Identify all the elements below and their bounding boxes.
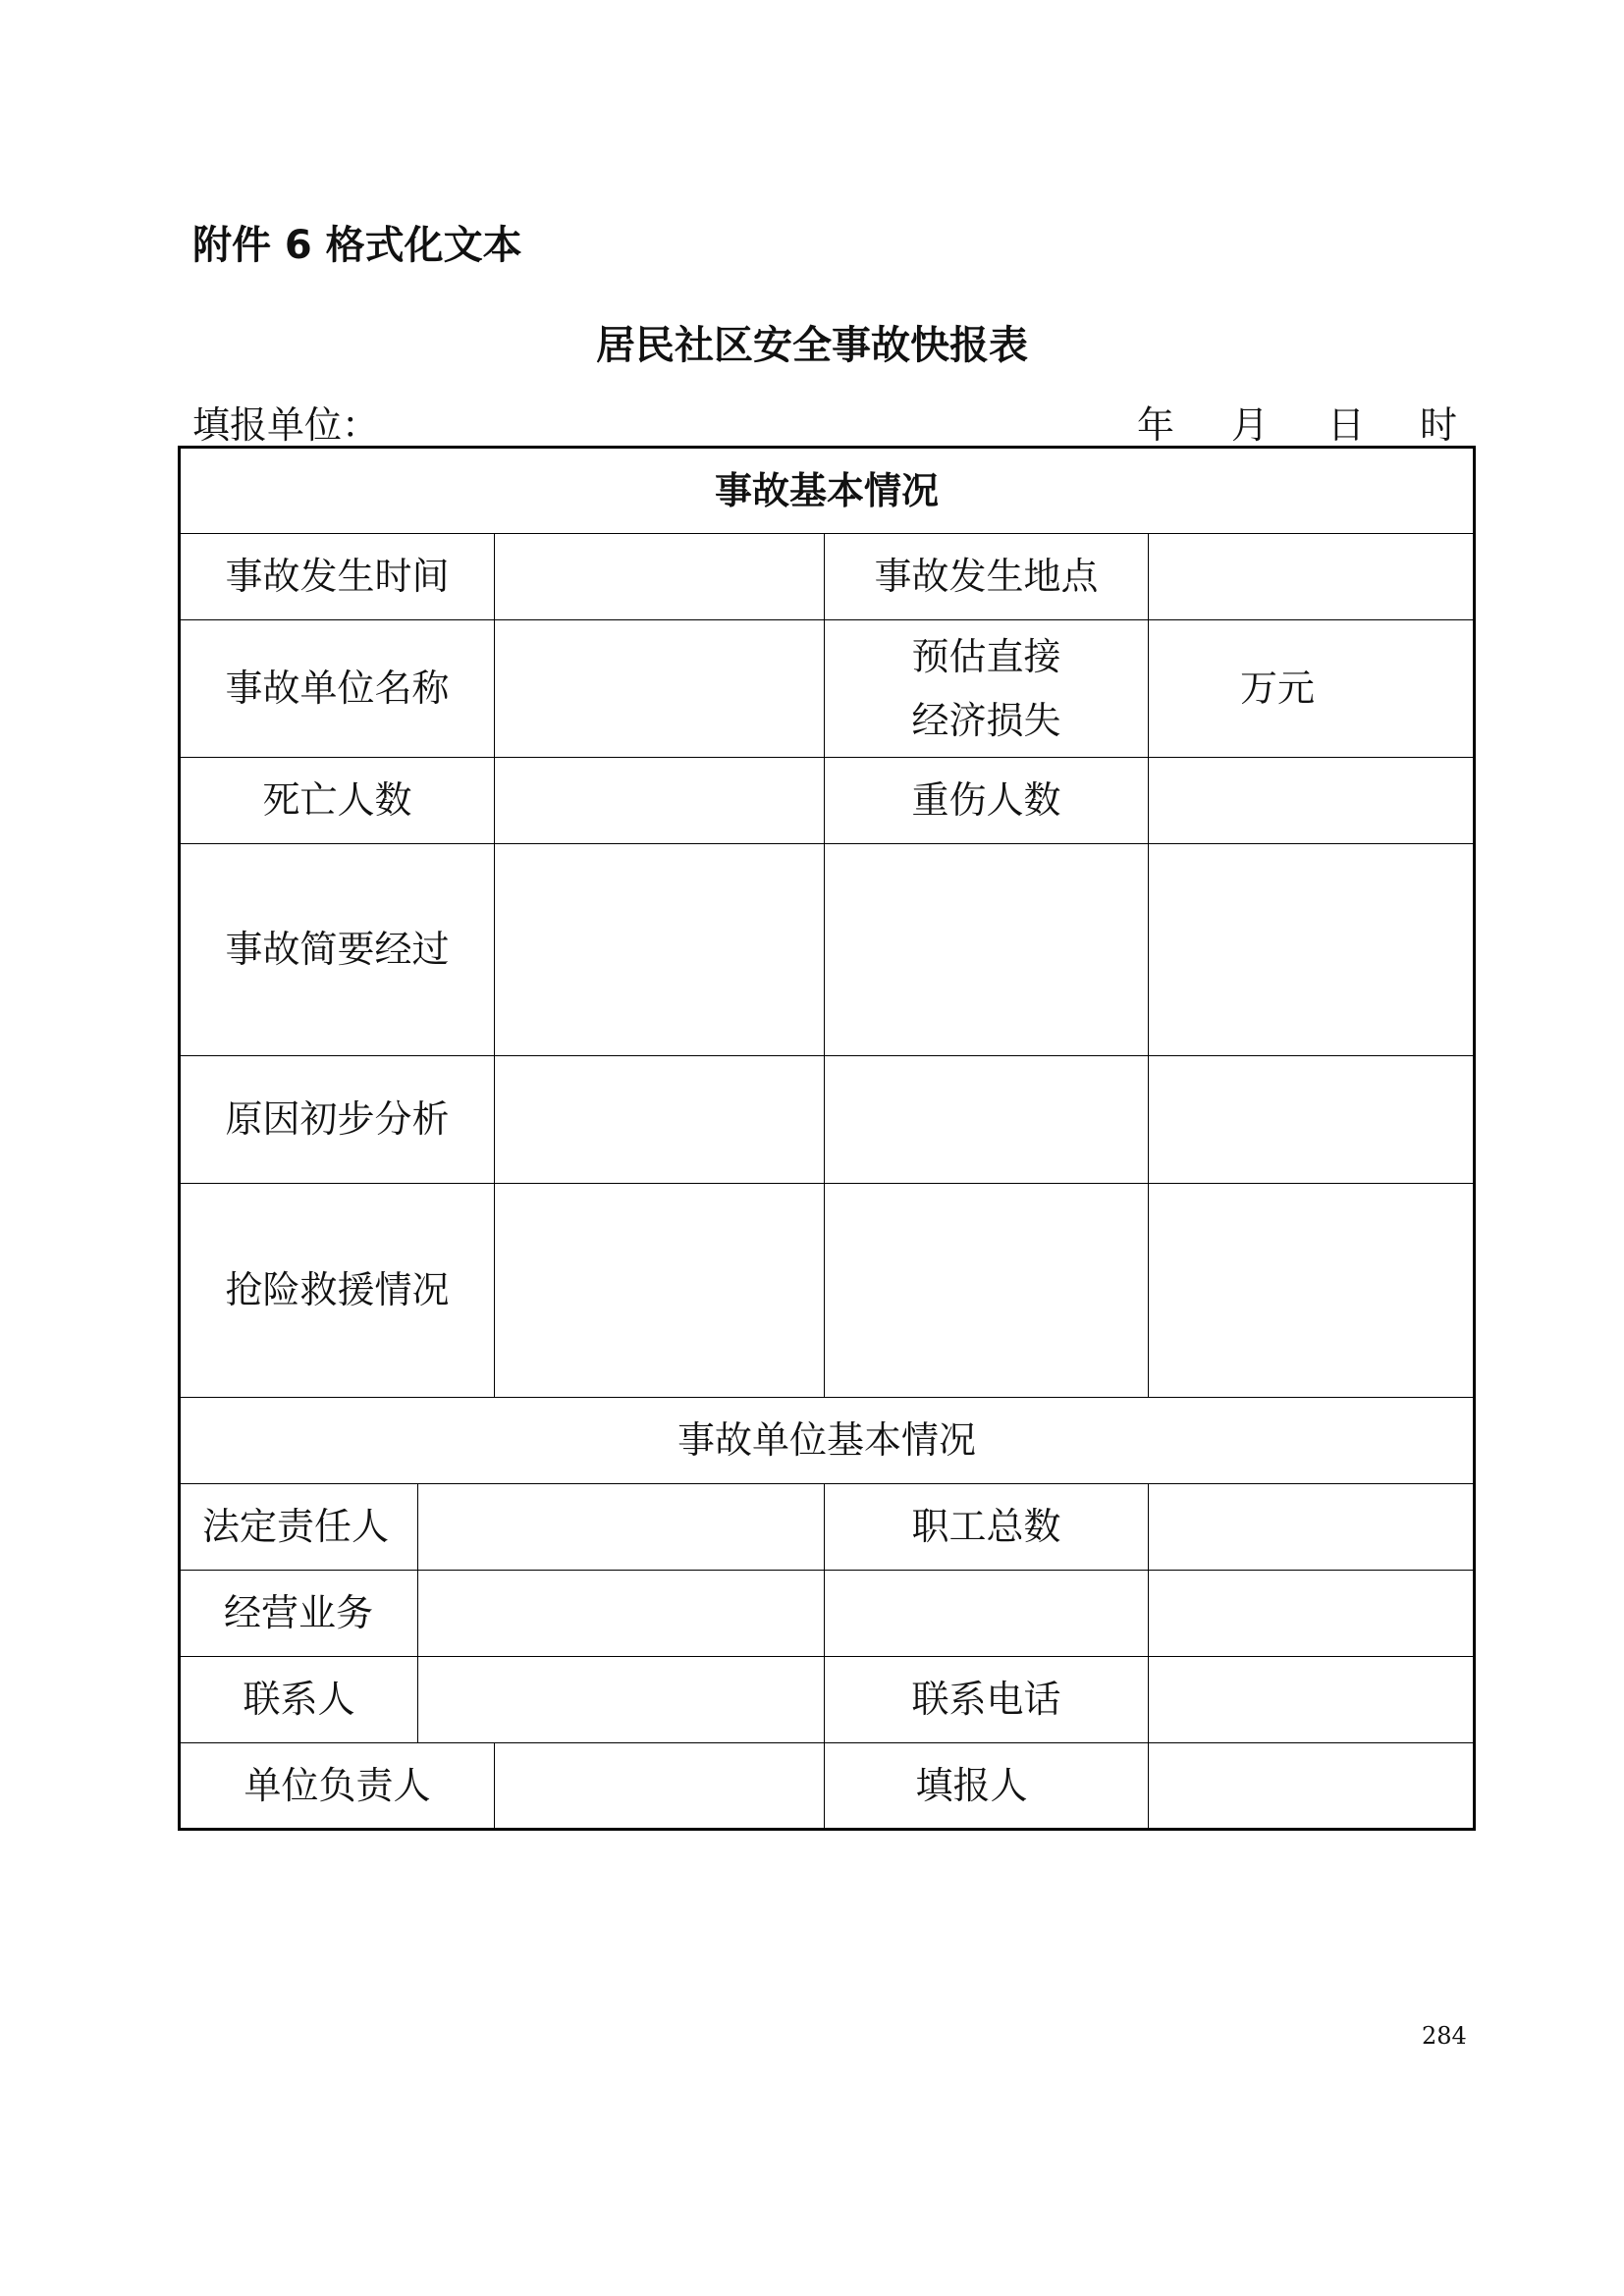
accident-report-table xyxy=(178,446,1476,1831)
legal-person-label: 法定责任人 xyxy=(180,1484,418,1571)
cause-analysis-field-3[interactable] xyxy=(1149,1056,1475,1184)
unit-leader-field[interactable] xyxy=(495,1743,825,1830)
filler-field[interactable] xyxy=(1149,1743,1475,1830)
cause-analysis-field-1[interactable] xyxy=(495,1056,825,1184)
accident-process-label: 事故简要经过 xyxy=(180,844,495,1056)
accident-time-label: 事故发生时间 xyxy=(180,534,495,620)
loss-unit-label: 万元 xyxy=(1239,667,1315,711)
economic-loss-field[interactable] xyxy=(1149,620,1475,758)
accident-time-field[interactable] xyxy=(495,534,825,620)
business-field-2[interactable] xyxy=(825,1571,1149,1657)
section-basic-title: 事故基本情况 xyxy=(180,448,1475,534)
injury-count-field[interactable] xyxy=(1149,758,1475,844)
attachment-heading: 附件 6 格式化文本 xyxy=(192,223,522,268)
filler-label: 填报人 xyxy=(825,1743,1149,1830)
contact-person-label: 联系人 xyxy=(180,1657,418,1743)
injury-count-label: 重伤人数 xyxy=(825,758,1149,844)
accident-place-label: 事故发生地点 xyxy=(825,534,1149,620)
rescue-status-field-2[interactable] xyxy=(825,1184,1149,1398)
section-unit-title: 事故单位基本情况 xyxy=(180,1398,1475,1484)
accident-place-field[interactable] xyxy=(1149,534,1475,620)
accident-process-field-1[interactable] xyxy=(495,844,825,1056)
staff-count-field[interactable] xyxy=(1149,1484,1475,1571)
economic-loss-label-line1: 预估直接 xyxy=(911,634,1061,678)
business-field-3[interactable] xyxy=(1149,1571,1475,1657)
business-label: 经营业务 xyxy=(180,1571,418,1657)
month-label: 月 xyxy=(1231,403,1270,447)
unit-leader-label: 单位负责人 xyxy=(180,1743,495,1830)
year-label: 年 xyxy=(1137,403,1175,447)
legal-person-field[interactable] xyxy=(418,1484,825,1571)
unit-name-field[interactable] xyxy=(495,620,825,758)
day-label: 日 xyxy=(1327,403,1366,447)
rescue-status-field-1[interactable] xyxy=(495,1184,825,1398)
death-count-label: 死亡人数 xyxy=(180,758,495,844)
cause-analysis-label: 原因初步分析 xyxy=(180,1056,495,1184)
accident-process-field-2[interactable] xyxy=(825,844,1149,1056)
economic-loss-label xyxy=(825,620,1149,758)
death-count-field[interactable] xyxy=(495,758,825,844)
cause-analysis-field-2[interactable] xyxy=(825,1056,1149,1184)
report-unit-label: 填报单位： xyxy=(192,403,380,447)
business-field[interactable] xyxy=(418,1571,825,1657)
page-number: 284 xyxy=(1422,2022,1467,2050)
rescue-status-label: 抢险救援情况 xyxy=(180,1184,495,1398)
economic-loss-label-line2: 经济损失 xyxy=(911,698,1061,742)
hour-label: 时 xyxy=(1420,403,1458,447)
contact-person-field[interactable] xyxy=(418,1657,825,1743)
contact-phone-field[interactable] xyxy=(1149,1657,1475,1743)
accident-process-field-3[interactable] xyxy=(1149,844,1475,1056)
rescue-status-field-3[interactable] xyxy=(1149,1184,1475,1398)
form-title: 居民社区安全事故快报表 xyxy=(596,323,1028,368)
staff-count-label: 职工总数 xyxy=(825,1484,1149,1571)
unit-name-label: 事故单位名称 xyxy=(180,620,495,758)
contact-phone-label: 联系电话 xyxy=(825,1657,1149,1743)
